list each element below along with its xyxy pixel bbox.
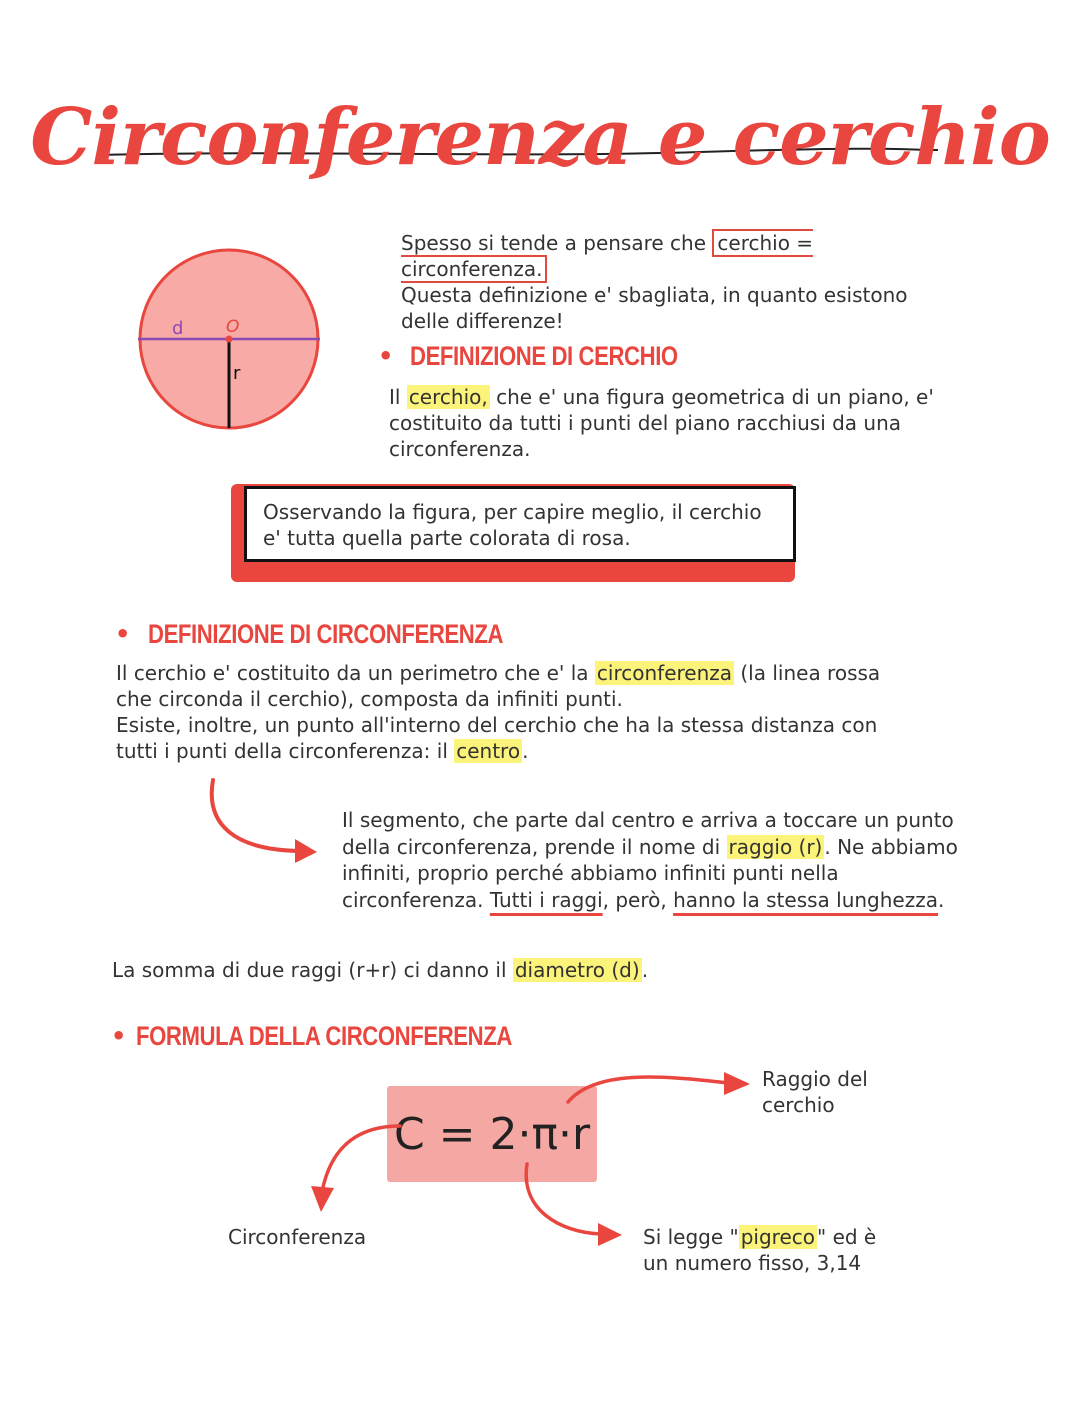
raggio-before: Il segmento, che parte dal centro e arriva a toccare un punto della circonferenza, prende il nome di — [342, 808, 954, 859]
circ-p1-highlight: circonferenza — [596, 661, 733, 685]
bullet-icon: • — [111, 1022, 127, 1050]
center-label: O — [226, 317, 240, 337]
formula-text: C = 2·π·r — [393, 1108, 591, 1160]
arrow-head-circonferenza-icon — [311, 1186, 334, 1212]
diametro-before: La somma di due raggi (r+r) ci danno il — [112, 958, 513, 982]
circ-p1-after: (la linea rossa che circonda il cerchio), composta da infiniti punti. — [116, 661, 881, 711]
label-pigreco — [643, 1224, 903, 1276]
label-circonferenza: Circonferenza — [228, 1225, 367, 1249]
pigreco-highlight: pigreco — [740, 1225, 816, 1249]
callout-text: Osservando la figura, per capire meglio, il cerchio e' tutta quella parte colorata di rosa. — [263, 500, 762, 550]
pigreco-before: Si legge " — [643, 1225, 739, 1249]
raggio-end: . — [937, 887, 945, 912]
label-raggio-del-cerchio: Raggio del cerchio — [762, 1067, 868, 1117]
circ-p2-before: Esiste, inoltre, un punto all'interno del cerchio che ha la stessa distanza con tutti i punti della circonferenza: il — [116, 713, 878, 763]
diametro-highlight: diametro (d) — [514, 958, 640, 982]
cerchio-text-after: che e' una figura geometrica di un piano, e' costituito da tutti i punti del piano racchiusi da una circonferenza. — [389, 385, 934, 461]
circ-p2-after: . — [522, 739, 529, 763]
raggio-underline-2: hanno la stessa lunghezza — [673, 887, 938, 912]
page-title: Circonferenza e cerchio — [30, 92, 1050, 183]
raggio-underline-1: Tutti i raggi — [489, 887, 603, 912]
circ-p2-highlight: centro — [456, 739, 521, 763]
raggio-middle-2: , però, — [602, 887, 674, 912]
radius-label: r — [233, 363, 241, 384]
bullet-icon: • — [115, 620, 131, 648]
heading-definizione-cerchio: DEFINIZIONE DI CERCHIO — [410, 341, 678, 371]
raggio-highlight: raggio (r) — [728, 834, 823, 859]
intro-text-after: Questa definizione e' sbagliata, in quanto esistono delle differenze! — [401, 283, 908, 333]
heading-formula-circonferenza: FORMULA DELLA CIRCONFERENZA — [136, 1021, 512, 1051]
diameter-label: d — [172, 318, 184, 339]
cerchio-highlight: cerchio, — [408, 385, 488, 409]
heading-definizione-circonferenza: DEFINIZIONE DI CIRCONFERENZA — [148, 619, 504, 649]
circ-p1-before: Il cerchio e' costituito da un perimetro che e' la — [116, 661, 595, 685]
intro-boxed-statement: cerchio = circonferenza. — [401, 231, 814, 281]
bullet-icon: • — [378, 342, 394, 370]
raggio-middle: . Ne abbiamo infiniti, proprio perché abbiamo infiniti punti nella circonferenza. — [342, 834, 958, 912]
intro-text-before: Spesso si tende a pensare che — [401, 231, 713, 255]
arrow-head-pigreco-icon — [598, 1223, 622, 1246]
arrow-head-raggio-icon — [724, 1072, 750, 1095]
cerchio-text-before: Il — [389, 385, 407, 409]
pigreco-after: " ed è un numero fisso, 3,14 — [643, 1225, 877, 1275]
diametro-after: . — [641, 958, 649, 982]
